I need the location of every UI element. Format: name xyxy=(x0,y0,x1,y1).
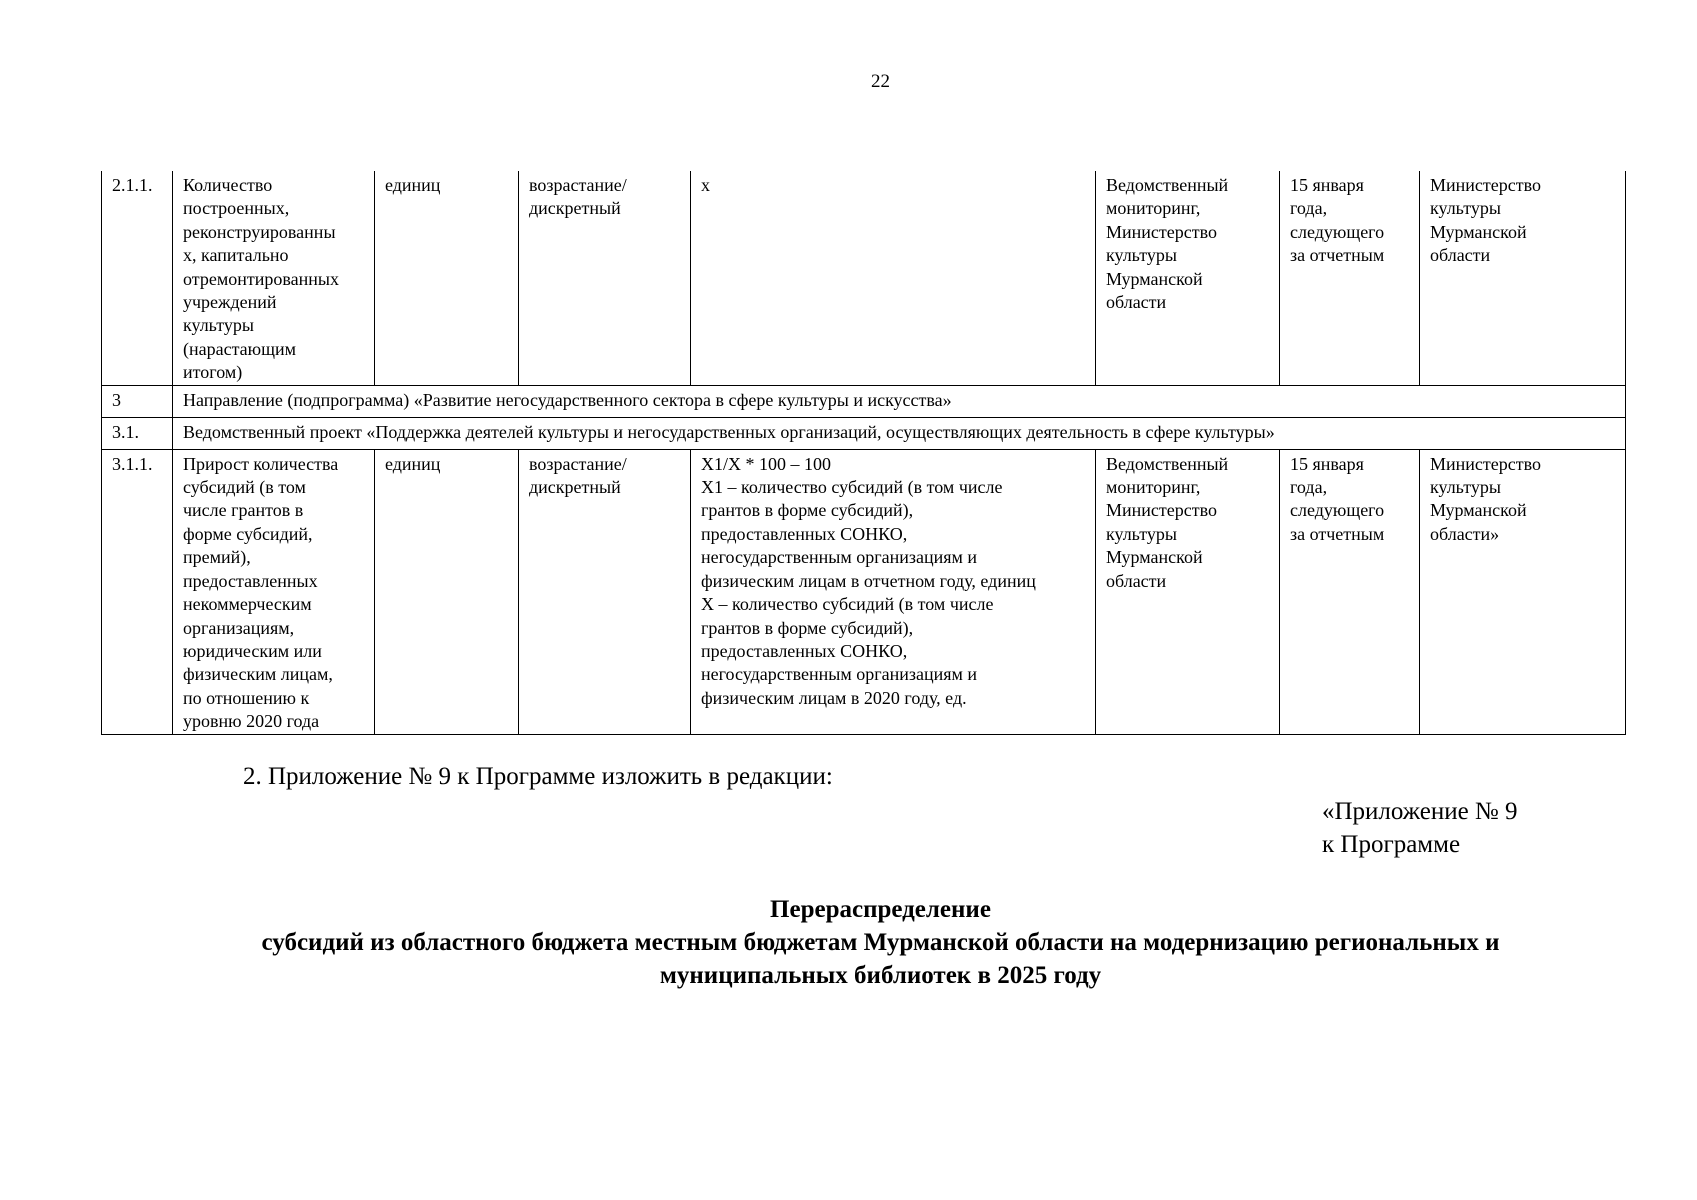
appendix-line: «Приложение № 9 xyxy=(1322,798,1518,825)
row-number: 3 xyxy=(102,385,173,417)
project-heading: Ведомственный проект «Поддержка деятелей культуры и негосударственных организаций, осуществляющих деятельность в сфере культуры» xyxy=(173,417,1626,449)
section-heading: Направление (подпрограмма) «Развитие негосударственного сектора в сфере культуры и искусства» xyxy=(173,385,1626,417)
appendix-line: к Программе xyxy=(1322,831,1461,858)
heading-title: Перераспределение xyxy=(770,896,991,923)
responsible: Министерство культуры Мурманской области xyxy=(1420,171,1626,385)
data-source: Ведомственный мониторинг, Министерство культуры Мурманской области xyxy=(1096,171,1280,385)
heading-line: муниципальных библиотек в 2025 году xyxy=(659,962,1102,989)
deadline: 15 января года, следующего за отчетным xyxy=(1280,171,1420,385)
formula: х xyxy=(691,171,1096,385)
indicator-name: Количество построенных, реконструированны х, капитально отремонтированных учреждений культуры (нарастающим итогом) xyxy=(173,171,375,385)
row-number: 2.1.1. xyxy=(102,171,173,385)
unit: единиц xyxy=(375,171,519,385)
appendix-reference xyxy=(1322,795,1518,861)
responsible: Министерство культуры Мурманской области» xyxy=(1420,449,1626,734)
document-heading xyxy=(150,893,1611,992)
indicator-name: Прирост количества субсидий (в том числе грантов в форме субсидий, премий), предоставленных некоммерческим организациям, юридическим или физическим лицам, по отношению к уровню 2020 года xyxy=(173,449,375,734)
table-row-project xyxy=(102,417,1626,449)
indicator-type: возрастание/ дискретный xyxy=(519,449,691,734)
unit: единиц xyxy=(375,449,519,734)
page-number: 22 xyxy=(871,71,890,92)
heading-line: субсидий из областного бюджета местным бюджетам Мурманской области на модернизацию региональных и xyxy=(261,929,1500,956)
data-source: Ведомственный мониторинг, Министерство культуры Мурманской области xyxy=(1096,449,1280,734)
row-number: 3.1.1. xyxy=(102,449,173,734)
formula: Х1/Х * 100 – 100 Х1 – количество субсидий (в том числе грантов в форме субсидий), предоставленных СОНКО, негосударственным организациям и физическим лицам в отчетном году, единиц Х – количество субсидий (в том числе грантов в форме субсидий), предоставленных СОНКО, негосударственным организациям и физическим лицам в 2020 году, ед. xyxy=(691,449,1096,734)
deadline: 15 января года, следующего за отчетным xyxy=(1280,449,1420,734)
indicator-type: возрастание/ дискретный xyxy=(519,171,691,385)
table-row xyxy=(102,449,1626,734)
amendment-instruction: 2. Приложение № 9 к Программе изложить в редакции: xyxy=(243,763,833,790)
indicators-table xyxy=(101,171,1626,735)
table-row xyxy=(102,171,1626,385)
row-number: 3.1. xyxy=(102,417,173,449)
table-row-section xyxy=(102,385,1626,417)
